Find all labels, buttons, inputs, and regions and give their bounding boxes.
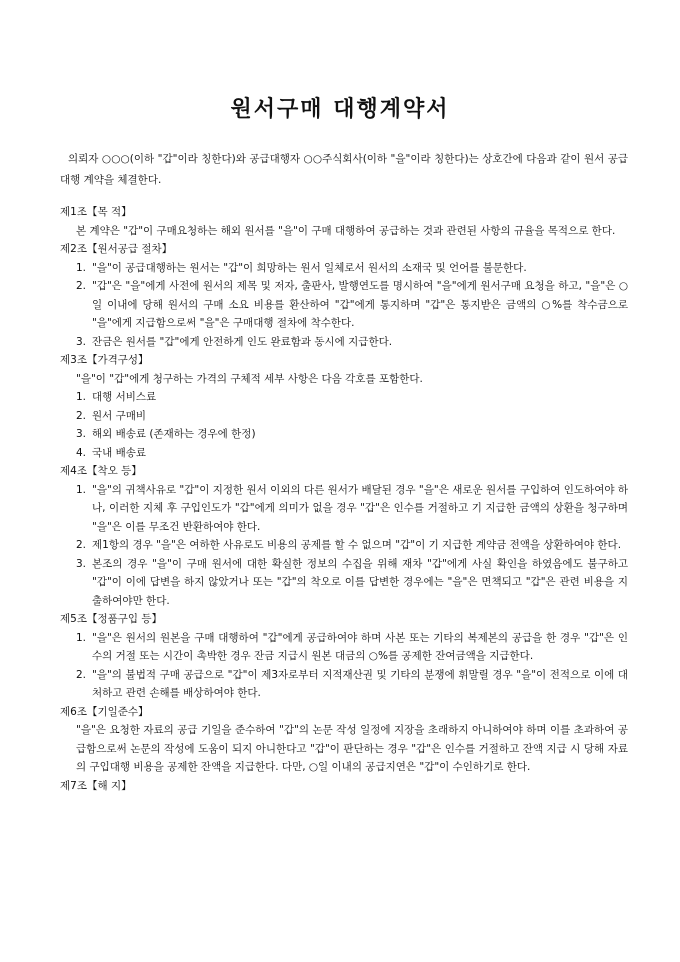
article-heading: 제6조【기일준수】 <box>60 705 149 718</box>
item-number: 2. <box>76 280 87 292</box>
item-text: 제1항의 경우 "을"은 여하한 사유로도 비용의 공제를 할 수 없으며 "갑"이 기 지급한 계약금 전액을 상환하여야 한다. <box>92 539 622 551</box>
item-number: 4. <box>76 446 87 459</box>
list-item <box>60 629 628 666</box>
item-number: 1. <box>76 483 87 496</box>
list-item <box>60 425 628 444</box>
list-item <box>60 407 628 426</box>
list-item <box>60 259 628 278</box>
item-text: 해외 배송료 (존재하는 경우에 한정) <box>92 428 256 440</box>
item-text: "을"이 공급대행하는 원서는 "갑"이 희망하는 원서 일체로서 원서의 소재국 및 언어를 불문한다. <box>92 261 527 274</box>
article-3 <box>60 351 628 462</box>
item-text: 대행 서비스료 <box>92 391 157 403</box>
list-item <box>60 481 628 537</box>
item-text: "을"은 원서의 원본을 구매 대행하여 "갑"에게 공급하여야 하며 사본 또는 기타의 복제본의 공급을 한 경우 "갑"은 인수의 거절 또는 시간이 촉박한 경우 잔금 지급시 원본 대금의 ○%를 공제한 잔여금액을 지급한다. <box>92 631 628 662</box>
item-text: 원서 구매비 <box>92 409 147 422</box>
list-item <box>60 333 628 352</box>
item-number: 2. <box>76 409 87 422</box>
article-paragraph: "을"이 "갑"에게 청구하는 가격의 구체적 세부 사항은 다음 각호를 포함한다. <box>76 372 423 385</box>
article-heading: 제3조【가격구성】 <box>60 354 149 366</box>
list-item <box>60 277 628 333</box>
article-item-list <box>60 388 628 462</box>
article-item-list <box>60 259 628 352</box>
item-number: 2. <box>76 668 87 681</box>
item-text: 국내 배송료 <box>92 446 147 459</box>
articles-container <box>60 203 628 795</box>
article-item-list <box>60 481 628 611</box>
article-5 <box>60 610 628 703</box>
article-7 <box>60 777 628 796</box>
item-text: 잔금은 원서를 "갑"에게 안전하게 인도 완료함과 동시에 지급한다. <box>92 335 393 348</box>
list-item <box>60 444 628 463</box>
article-heading: 제5조【정품구입 등】 <box>60 613 163 625</box>
list-item <box>60 666 628 703</box>
item-number: 3. <box>76 335 87 348</box>
article-paragraph: "을"은 요청한 자료의 공급 기일을 준수하여 "갑"의 논문 작성 일정에 지장을 초래하지 아니하여야 하며 이를 초과하여 공급함으로써 논문의 작성에 도움이 되지 아니한다고 "갑"이 판단하는 경우 "갑"은 인수를 거절하고 잔액 지급 시 당해 자료의 구입대행 비용을 공제한 잔액을 지급한다. 다만, ○일 이내의 공급지연은 "갑"이 수인하기로 한다. <box>76 724 628 773</box>
item-number: 3. <box>76 428 87 440</box>
document-title: 원서구매 대행계약서 <box>230 97 450 122</box>
item-text: "갑"은 "을"에게 사전에 원서의 제목 및 저자, 출판사, 발행연도를 명시하여 "을"에게 원서구매 요청을 하고, "을"은 ○일 이내에 당해 원서의 구매 소요 비용를 환산하여 "갑"에게 통지하며 "갑"은 통지받은 금액의 ○%를 착수금으로 "을"에게 지급함으로써 "을"은 구매대행 절차에 착수한다. <box>92 280 628 329</box>
list-item <box>60 536 628 555</box>
article-paragraph: 본 계약은 "갑"이 구매요청하는 해외 원서를 "을"이 구매 대행하여 공급하는 것과 관련된 사항의 규율을 목적으로 한다. <box>76 224 616 237</box>
article-heading: 제1조【목 적】 <box>60 206 132 218</box>
item-text: "을"의 귀책사유로 "갑"이 지정한 원서 이외의 다른 원서가 배달된 경우 "을"은 새로운 원서를 구입하여 인도하여야 하나, 이러한 지체 후 구입인도가 "갑"에게 의미가 없을 경우 "갑"은 인수를 거절하고 기 지급한 금액의 상환을 청구하며 "을"은 이를 무조건 반환하여야 한다. <box>92 483 628 533</box>
article-4 <box>60 462 628 610</box>
item-text: 본조의 경우 "을"이 구매 원서에 대한 확실한 정보의 수집을 위해 재차 "갑"에게 사실 확인을 하였음에도 불구하고 "갑"이 이에 답변을 하지 않았거나 또는 "갑"의 착오로 이를 답변한 경우에는 "을"은 면책되고 "갑"은 관련 비용을 지출하여야만 한다. <box>92 557 628 607</box>
article-1 <box>60 203 628 240</box>
list-item <box>60 388 628 407</box>
item-number: 2. <box>76 539 87 551</box>
item-number: 3. <box>76 557 87 570</box>
article-heading: 제7조【해 지】 <box>60 779 132 792</box>
article-heading: 제4조【착오 등】 <box>60 465 142 477</box>
item-number: 1. <box>76 391 87 403</box>
item-number: 1. <box>76 631 87 644</box>
item-number: 1. <box>76 261 87 274</box>
list-item <box>60 555 628 611</box>
article-item-list <box>60 629 628 703</box>
item-text: "을"의 불법적 구매 공급으로 "갑"이 제3자로부터 지적재산권 및 기타의 분쟁에 휘말릴 경우 "을"이 전적으로 이에 대처하고 관련 손해를 배상하여야 한다. <box>92 668 628 699</box>
intro-paragraph: 의뢰자 ○○○(이하 "갑"이라 칭한다)와 공급대행자 ○○주식회사(이하 "을"이라 칭한다)는 상호간에 다음과 같이 원서 공급대행 계약을 체결한다. <box>60 153 628 186</box>
article-2 <box>60 240 628 351</box>
article-heading: 제2조【원서공급 절차】 <box>60 243 173 255</box>
article-6 <box>60 703 628 777</box>
